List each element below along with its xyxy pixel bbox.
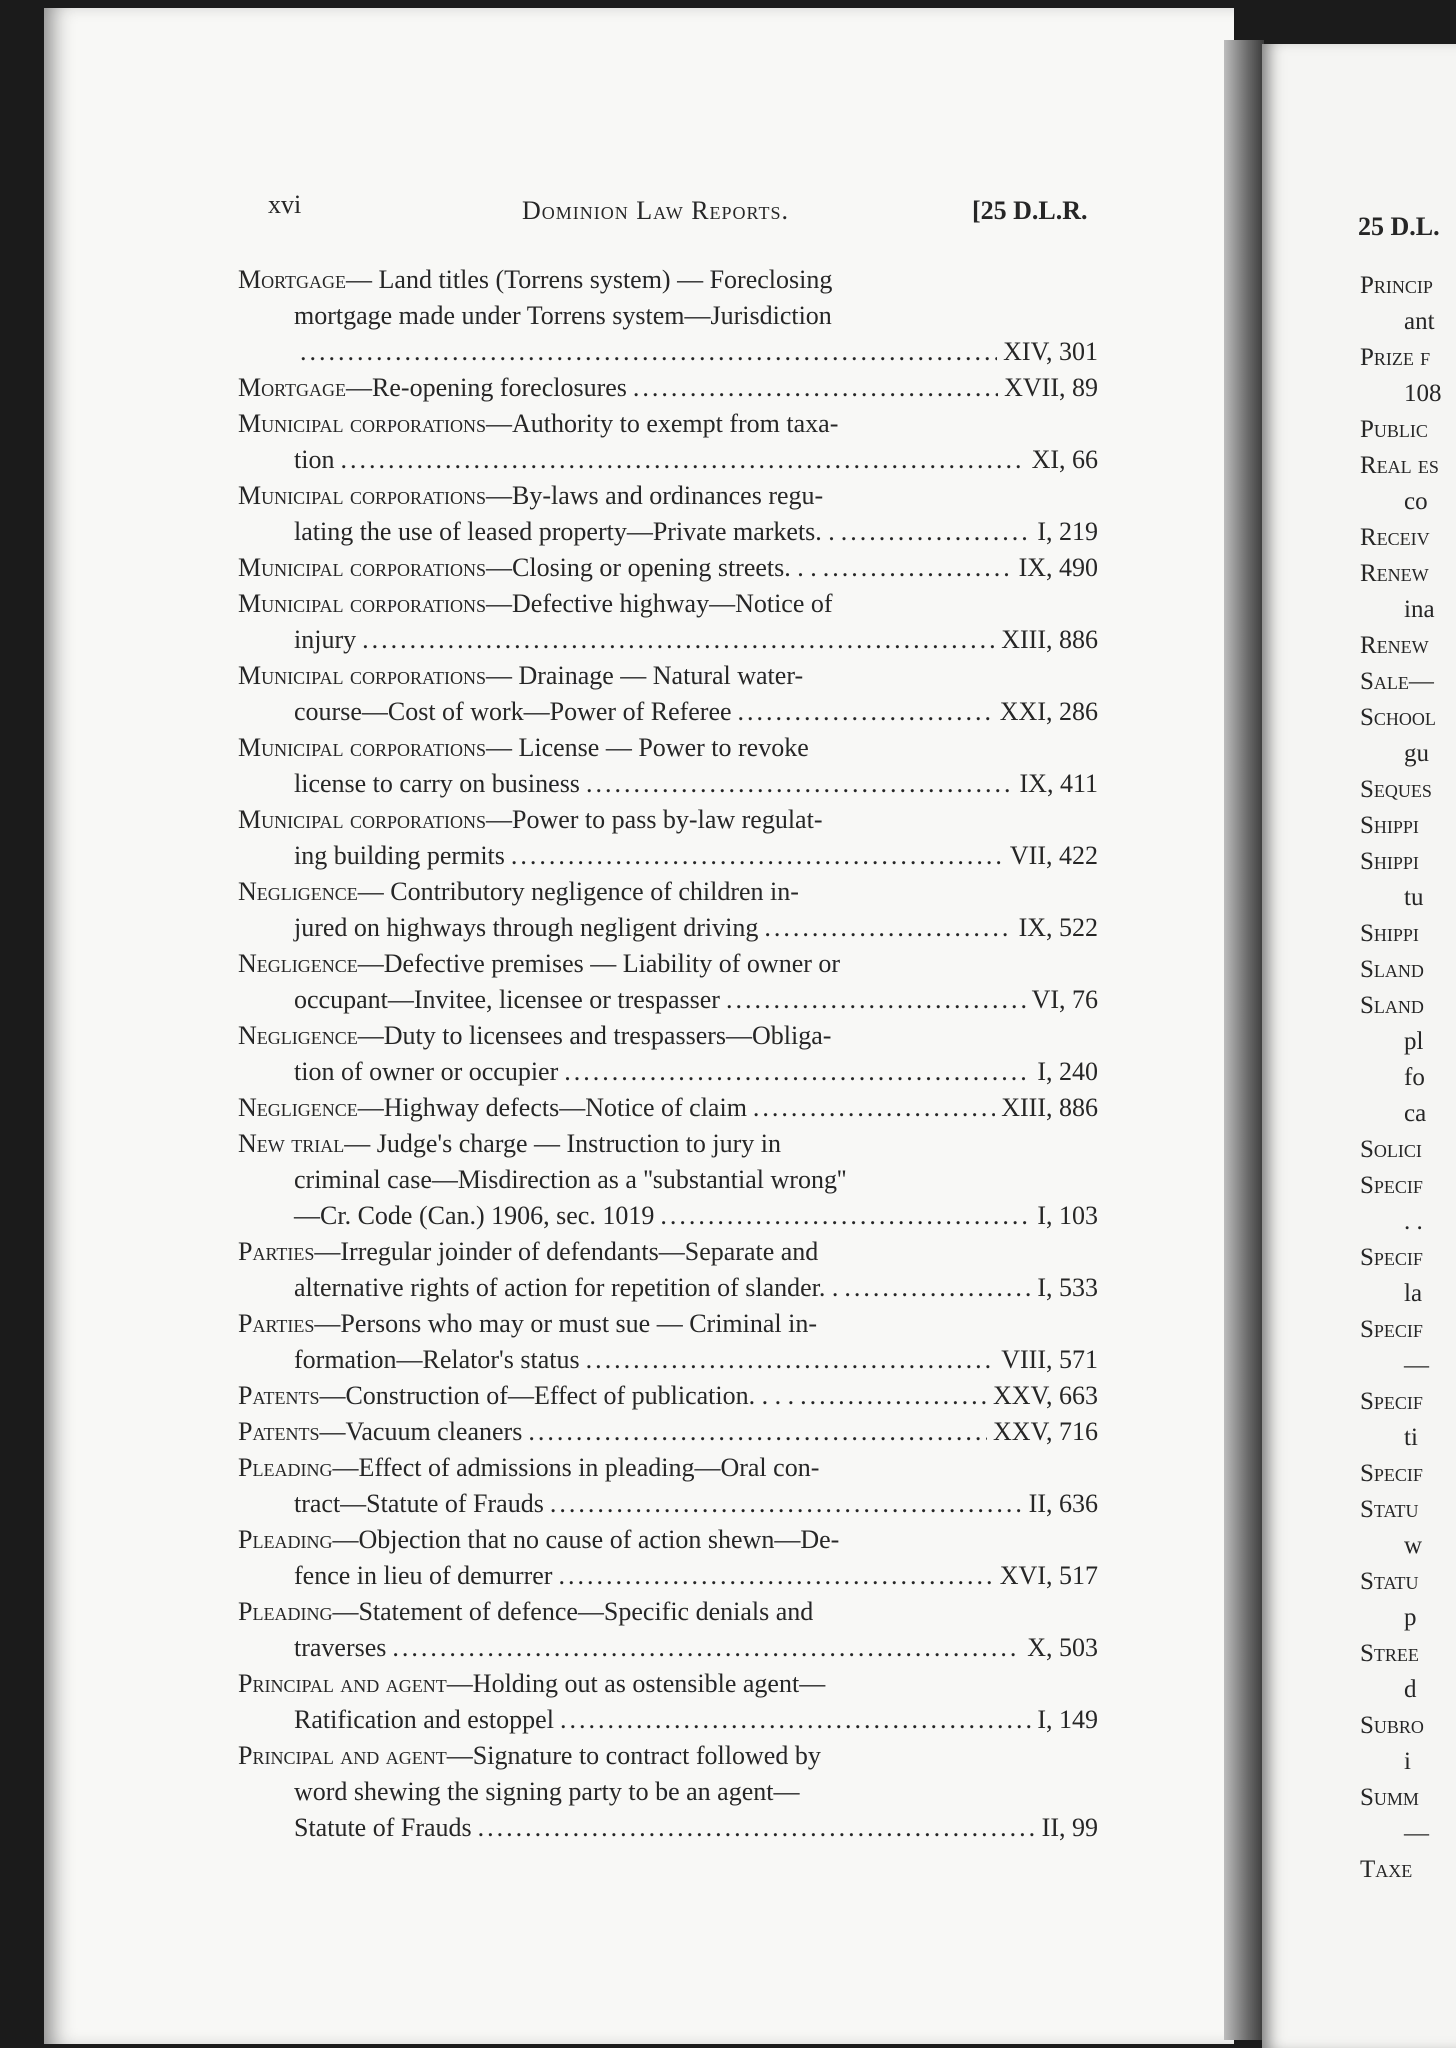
facing-entry-fragment: ina bbox=[1404, 596, 1435, 623]
index-entry bbox=[238, 730, 1098, 802]
entry-line bbox=[238, 1054, 1098, 1090]
dot-leader bbox=[550, 1486, 1023, 1522]
facing-entry-fragment: gu bbox=[1404, 740, 1429, 767]
facing-entry-fragment: Specif bbox=[1360, 1388, 1423, 1415]
citation: X, 503 bbox=[1027, 1633, 1098, 1662]
entry-heading: Negligence bbox=[238, 1021, 358, 1050]
dot-leader bbox=[586, 766, 1014, 802]
index-entry bbox=[238, 406, 1098, 478]
entry-text: tion of owner or occupier bbox=[294, 1057, 559, 1086]
citation: IX, 522 bbox=[1018, 913, 1098, 942]
entry-line bbox=[238, 1630, 1098, 1666]
index-entry bbox=[238, 1234, 1098, 1306]
entry-line bbox=[238, 1594, 1098, 1630]
entry-heading: Principal and agent bbox=[238, 1741, 447, 1770]
entry-text: —Effect of admissions in pleading—Oral con- bbox=[332, 1453, 820, 1482]
entry-line bbox=[238, 406, 1098, 442]
citation: XXV, 663 bbox=[993, 1381, 1098, 1410]
entry-heading: Municipal corporations bbox=[238, 481, 486, 510]
citation: XVI, 517 bbox=[999, 1561, 1098, 1590]
citation: IX, 490 bbox=[1018, 553, 1098, 582]
entry-text: —By-laws and ordinances regu- bbox=[486, 481, 824, 510]
facing-entry-fragment: Sland bbox=[1360, 992, 1424, 1019]
volume-reference: [25 D.L.R. bbox=[972, 196, 1088, 225]
dot-leader bbox=[558, 1558, 993, 1594]
dot-leader bbox=[560, 1702, 1031, 1738]
index-entry bbox=[238, 1018, 1098, 1090]
entry-text: occupant—Invitee, licensee or trespasser bbox=[294, 985, 720, 1014]
entry-line bbox=[238, 658, 1098, 694]
facing-entry-fragment: 108 bbox=[1404, 380, 1442, 407]
entry-heading: Principal and agent bbox=[238, 1669, 447, 1698]
entry-text: Statute of Frauds bbox=[294, 1813, 472, 1842]
facing-entry-fragment: Summ bbox=[1360, 1784, 1419, 1811]
dot-leader bbox=[478, 1810, 1036, 1846]
entry-text: —Re-opening foreclosures bbox=[346, 373, 627, 402]
entry-line bbox=[238, 298, 1098, 334]
facing-entry-fragment: Sland bbox=[1360, 956, 1424, 983]
entry-heading: Negligence bbox=[238, 1093, 358, 1122]
entry-line bbox=[238, 1522, 1098, 1558]
dot-leader bbox=[841, 514, 1032, 550]
dot-leader bbox=[392, 1630, 1021, 1666]
index-entry bbox=[238, 1738, 1098, 1846]
entry-line bbox=[238, 514, 1098, 550]
entry-text: jured on highways through negligent driving bbox=[294, 913, 759, 942]
facing-entry-fragment: pl bbox=[1404, 1028, 1424, 1055]
facing-entry-fragment: — bbox=[1404, 1352, 1429, 1379]
entry-text: word shewing the signing party to be an agent— bbox=[294, 1777, 800, 1806]
index-entry bbox=[238, 658, 1098, 730]
facing-page-entries bbox=[1360, 268, 1442, 1888]
entry-line bbox=[238, 1198, 1098, 1234]
entry-heading: Municipal corporations bbox=[238, 805, 486, 834]
index-entry bbox=[238, 478, 1098, 550]
dot-leader bbox=[726, 982, 1026, 1018]
entry-line bbox=[238, 874, 1098, 910]
citation: II, 636 bbox=[1028, 1489, 1098, 1518]
entry-text: — Land titles (Torrens system) — Foreclosing bbox=[346, 265, 833, 294]
citation: XVII, 89 bbox=[1004, 373, 1098, 402]
facing-entry-fragment: Renew bbox=[1360, 560, 1429, 587]
entry-line bbox=[238, 766, 1098, 802]
facing-entry-fragment: p bbox=[1404, 1604, 1417, 1631]
entry-text: fence in lieu of demurrer bbox=[294, 1561, 553, 1590]
index-entry bbox=[238, 1414, 1098, 1450]
dot-leader bbox=[528, 1414, 987, 1450]
dot-leader bbox=[738, 694, 994, 730]
entry-line bbox=[238, 1378, 1098, 1414]
entry-line bbox=[238, 1342, 1098, 1378]
entry-text: tract—Statute of Frauds bbox=[294, 1489, 544, 1518]
index-entry bbox=[238, 946, 1098, 1018]
index-entry bbox=[238, 1126, 1098, 1234]
facing-entry-fragment: i bbox=[1404, 1748, 1411, 1775]
entry-text: mortgage made under Torrens system—Jurisdiction bbox=[294, 301, 832, 330]
entry-line bbox=[238, 1126, 1098, 1162]
facing-entry-fragment: Subro bbox=[1360, 1712, 1424, 1739]
page-folio: xvi bbox=[268, 190, 302, 219]
facing-entry-fragment: Shippi bbox=[1360, 812, 1419, 839]
dot-leader bbox=[586, 1342, 996, 1378]
entry-heading: Municipal corporations bbox=[238, 661, 486, 690]
facing-entry-fragment: fo bbox=[1404, 1064, 1425, 1091]
entry-text: Ratification and estoppel bbox=[294, 1705, 554, 1734]
entry-line bbox=[238, 370, 1098, 406]
entry-text: ing building permits bbox=[294, 841, 505, 870]
index-entry bbox=[238, 1594, 1098, 1666]
facing-entry-fragment: ti bbox=[1404, 1424, 1418, 1451]
entry-line bbox=[238, 1774, 1098, 1810]
entry-line bbox=[238, 1414, 1098, 1450]
entry-heading: Municipal corporations bbox=[238, 553, 486, 582]
entry-text: lating the use of leased property—Private markets. . bbox=[294, 517, 835, 546]
journal-title: Dominion Law Reports. bbox=[522, 196, 789, 225]
entry-text: tion bbox=[294, 445, 335, 474]
dot-leader bbox=[362, 622, 995, 658]
entry-line bbox=[238, 622, 1098, 658]
entry-line bbox=[238, 1666, 1098, 1702]
entry-text: —Construction of—Effect of publication. . . . bbox=[319, 1381, 795, 1410]
entry-line bbox=[238, 694, 1098, 730]
entry-heading: Patents bbox=[238, 1417, 320, 1446]
entry-line bbox=[238, 586, 1098, 622]
dot-leader bbox=[764, 910, 1012, 946]
entry-line bbox=[238, 550, 1098, 586]
entry-line bbox=[238, 1810, 1098, 1846]
facing-entry-fragment: Specif bbox=[1360, 1316, 1423, 1343]
facing-entry-fragment: Princip bbox=[1360, 272, 1433, 299]
dot-leader bbox=[753, 1090, 995, 1126]
facing-running-head: 25 D.L. bbox=[1358, 212, 1440, 241]
index-entry bbox=[238, 1666, 1098, 1738]
entry-text: alternative rights of action for repetition of slander. . bbox=[294, 1273, 839, 1302]
entry-heading: Parties bbox=[238, 1237, 315, 1266]
entry-line bbox=[238, 1162, 1098, 1198]
entry-text: — License — Power to revoke bbox=[486, 733, 809, 762]
facing-entry-fragment: Taxe bbox=[1360, 1856, 1413, 1883]
dot-leader bbox=[800, 1378, 987, 1414]
entry-line bbox=[238, 910, 1098, 946]
citation: IX, 411 bbox=[1019, 769, 1098, 798]
entry-line bbox=[238, 982, 1098, 1018]
facing-entry-fragment: Solici bbox=[1360, 1136, 1422, 1163]
entry-line bbox=[238, 1558, 1098, 1594]
facing-entry-fragment: Receiv bbox=[1360, 524, 1430, 551]
entry-text: —Closing or opening streets. . . bbox=[486, 553, 817, 582]
entry-line bbox=[238, 1702, 1098, 1738]
citation: I, 103 bbox=[1037, 1201, 1098, 1230]
entry-line bbox=[238, 1090, 1098, 1126]
index-entry bbox=[238, 874, 1098, 946]
facing-entry-fragment: Shippi bbox=[1360, 920, 1419, 947]
dot-leader bbox=[633, 370, 998, 406]
index-entry bbox=[238, 262, 1098, 370]
entry-heading: Pleading bbox=[238, 1453, 333, 1482]
index-entry bbox=[238, 1090, 1098, 1126]
entry-heading: Municipal corporations bbox=[238, 589, 486, 618]
index-entry bbox=[238, 802, 1098, 874]
citation: XXV, 716 bbox=[993, 1417, 1098, 1446]
index-entry bbox=[238, 586, 1098, 658]
citation: II, 99 bbox=[1041, 1813, 1098, 1842]
entry-text: — Contributory negligence of children in- bbox=[357, 877, 799, 906]
entry-line bbox=[238, 1306, 1098, 1342]
entry-line bbox=[238, 262, 1098, 298]
entry-heading: Negligence bbox=[238, 949, 358, 978]
citation: XIV, 301 bbox=[1003, 337, 1098, 366]
entry-text: —Authority to exempt from taxa- bbox=[486, 409, 839, 438]
citation: I, 149 bbox=[1037, 1705, 1098, 1734]
entry-text: — Judge's charge — Instruction to jury in bbox=[344, 1129, 781, 1158]
running-head bbox=[0, 190, 1456, 230]
facing-entry-fragment: . . bbox=[1404, 1208, 1423, 1235]
entry-heading: Patents bbox=[238, 1381, 320, 1410]
entry-text: —Cr. Code (Can.) 1906, sec. 1019 bbox=[294, 1201, 655, 1230]
facing-entry-fragment: ant bbox=[1404, 308, 1435, 335]
index-entry bbox=[238, 1378, 1098, 1414]
facing-entry-fragment: Sale— bbox=[1360, 668, 1434, 695]
index-entry bbox=[238, 370, 1098, 406]
index-entry bbox=[238, 550, 1098, 586]
dot-leader bbox=[300, 334, 997, 370]
entry-heading: Municipal corporations bbox=[238, 409, 486, 438]
citation: XI, 66 bbox=[1031, 445, 1098, 474]
facing-entry-fragment: Renew bbox=[1360, 632, 1429, 659]
entry-text: —Persons who may or must sue — Criminal in- bbox=[314, 1309, 818, 1338]
entry-line bbox=[238, 1450, 1098, 1486]
entry-heading: New trial bbox=[238, 1129, 345, 1158]
facing-entry-fragment: w bbox=[1404, 1532, 1423, 1559]
facing-entry-fragment: Prize f bbox=[1360, 344, 1431, 371]
entry-text: —Irregular joinder of defendants—Separate and bbox=[314, 1237, 819, 1266]
index-entry bbox=[238, 1450, 1098, 1522]
facing-entry-fragment: Shippi bbox=[1360, 848, 1419, 875]
book-gutter bbox=[1224, 40, 1264, 2040]
entry-text: —Highway defects—Notice of claim bbox=[357, 1093, 747, 1122]
citation: XIII, 886 bbox=[1001, 1093, 1098, 1122]
dot-leader bbox=[823, 550, 1013, 586]
entry-line bbox=[238, 1486, 1098, 1522]
entry-text: —Duty to licensees and trespassers—Obliga- bbox=[357, 1021, 832, 1050]
entry-line bbox=[238, 838, 1098, 874]
facing-entry-fragment: tu bbox=[1404, 884, 1424, 911]
dot-leader bbox=[511, 838, 1004, 874]
entry-line bbox=[238, 802, 1098, 838]
entry-line bbox=[238, 1234, 1098, 1270]
entry-line bbox=[238, 478, 1098, 514]
entry-heading: Mortgage bbox=[238, 265, 347, 294]
entry-heading: Parties bbox=[238, 1309, 315, 1338]
entry-text: traverses bbox=[294, 1633, 387, 1662]
entry-text: criminal case—Misdirection as a ''substantial wrong'' bbox=[294, 1165, 847, 1194]
entry-text: course—Cost of work—Power of Referee bbox=[294, 697, 732, 726]
facing-entry-fragment: Specif bbox=[1360, 1460, 1423, 1487]
facing-entry-fragment: School bbox=[1360, 704, 1436, 731]
citation: I, 240 bbox=[1037, 1057, 1098, 1086]
entry-text: —Signature to contract followed by bbox=[446, 1741, 821, 1770]
entry-line bbox=[238, 442, 1098, 478]
facing-entry-fragment: Specif bbox=[1360, 1172, 1423, 1199]
facing-entry-fragment: Seques bbox=[1360, 776, 1432, 803]
facing-entry-fragment: Public bbox=[1360, 416, 1428, 443]
entry-heading: Mortgage bbox=[238, 373, 347, 402]
facing-entry-fragment: — bbox=[1404, 1820, 1429, 1847]
entry-heading: Pleading bbox=[238, 1597, 333, 1626]
facing-entry-fragment: Statu bbox=[1360, 1568, 1419, 1595]
citation: VIII, 571 bbox=[1001, 1345, 1098, 1374]
entry-text: —Power to pass by-law regulat- bbox=[486, 805, 823, 834]
citation: VI, 76 bbox=[1031, 985, 1098, 1014]
entry-line bbox=[238, 730, 1098, 766]
entry-text: injury bbox=[294, 625, 357, 654]
citation: I, 533 bbox=[1037, 1273, 1098, 1302]
entry-text: —Defective highway—Notice of bbox=[486, 589, 833, 618]
dot-leader bbox=[660, 1198, 1031, 1234]
entry-heading: Municipal corporations bbox=[238, 733, 486, 762]
facing-entry-fragment: Stree bbox=[1360, 1640, 1419, 1667]
facing-entry-fragment: ca bbox=[1404, 1100, 1427, 1127]
index-entry bbox=[238, 1522, 1098, 1594]
entry-heading: Pleading bbox=[238, 1525, 333, 1554]
facing-entry-fragment: Specif bbox=[1360, 1244, 1423, 1271]
citation: VII, 422 bbox=[1009, 841, 1098, 870]
entry-text: —Statement of defence—Specific denials and bbox=[332, 1597, 814, 1626]
facing-entry-fragment: Real es bbox=[1360, 452, 1439, 479]
entry-line bbox=[238, 946, 1098, 982]
citation: I, 219 bbox=[1037, 517, 1098, 546]
entry-text: license to carry on business bbox=[294, 769, 580, 798]
entry-line bbox=[238, 334, 1098, 370]
index-entries bbox=[238, 262, 1098, 1846]
dot-leader bbox=[844, 1270, 1031, 1306]
entry-text: — Drainage — Natural water- bbox=[486, 661, 804, 690]
entry-text: formation—Relator's status bbox=[294, 1345, 580, 1374]
dot-leader bbox=[564, 1054, 1031, 1090]
dot-leader bbox=[340, 442, 1025, 478]
index-entry bbox=[238, 1306, 1098, 1378]
facing-entry-fragment: co bbox=[1404, 488, 1428, 515]
entry-line bbox=[238, 1270, 1098, 1306]
facing-entry-fragment: d bbox=[1404, 1676, 1417, 1703]
facing-entry-fragment: Statu bbox=[1360, 1496, 1419, 1523]
entry-heading: Negligence bbox=[238, 877, 358, 906]
entry-text: —Holding out as ostensible agent— bbox=[446, 1669, 826, 1698]
citation: XXI, 286 bbox=[999, 697, 1098, 726]
citation: XIII, 886 bbox=[1001, 625, 1098, 654]
entry-text: —Objection that no cause of action shewn—De- bbox=[332, 1525, 840, 1554]
entry-text: —Vacuum cleaners bbox=[319, 1417, 523, 1446]
entry-line bbox=[238, 1738, 1098, 1774]
entry-line bbox=[238, 1018, 1098, 1054]
entry-text: —Defective premises — Liability of owner or bbox=[357, 949, 841, 978]
facing-entry-fragment: la bbox=[1404, 1280, 1423, 1307]
